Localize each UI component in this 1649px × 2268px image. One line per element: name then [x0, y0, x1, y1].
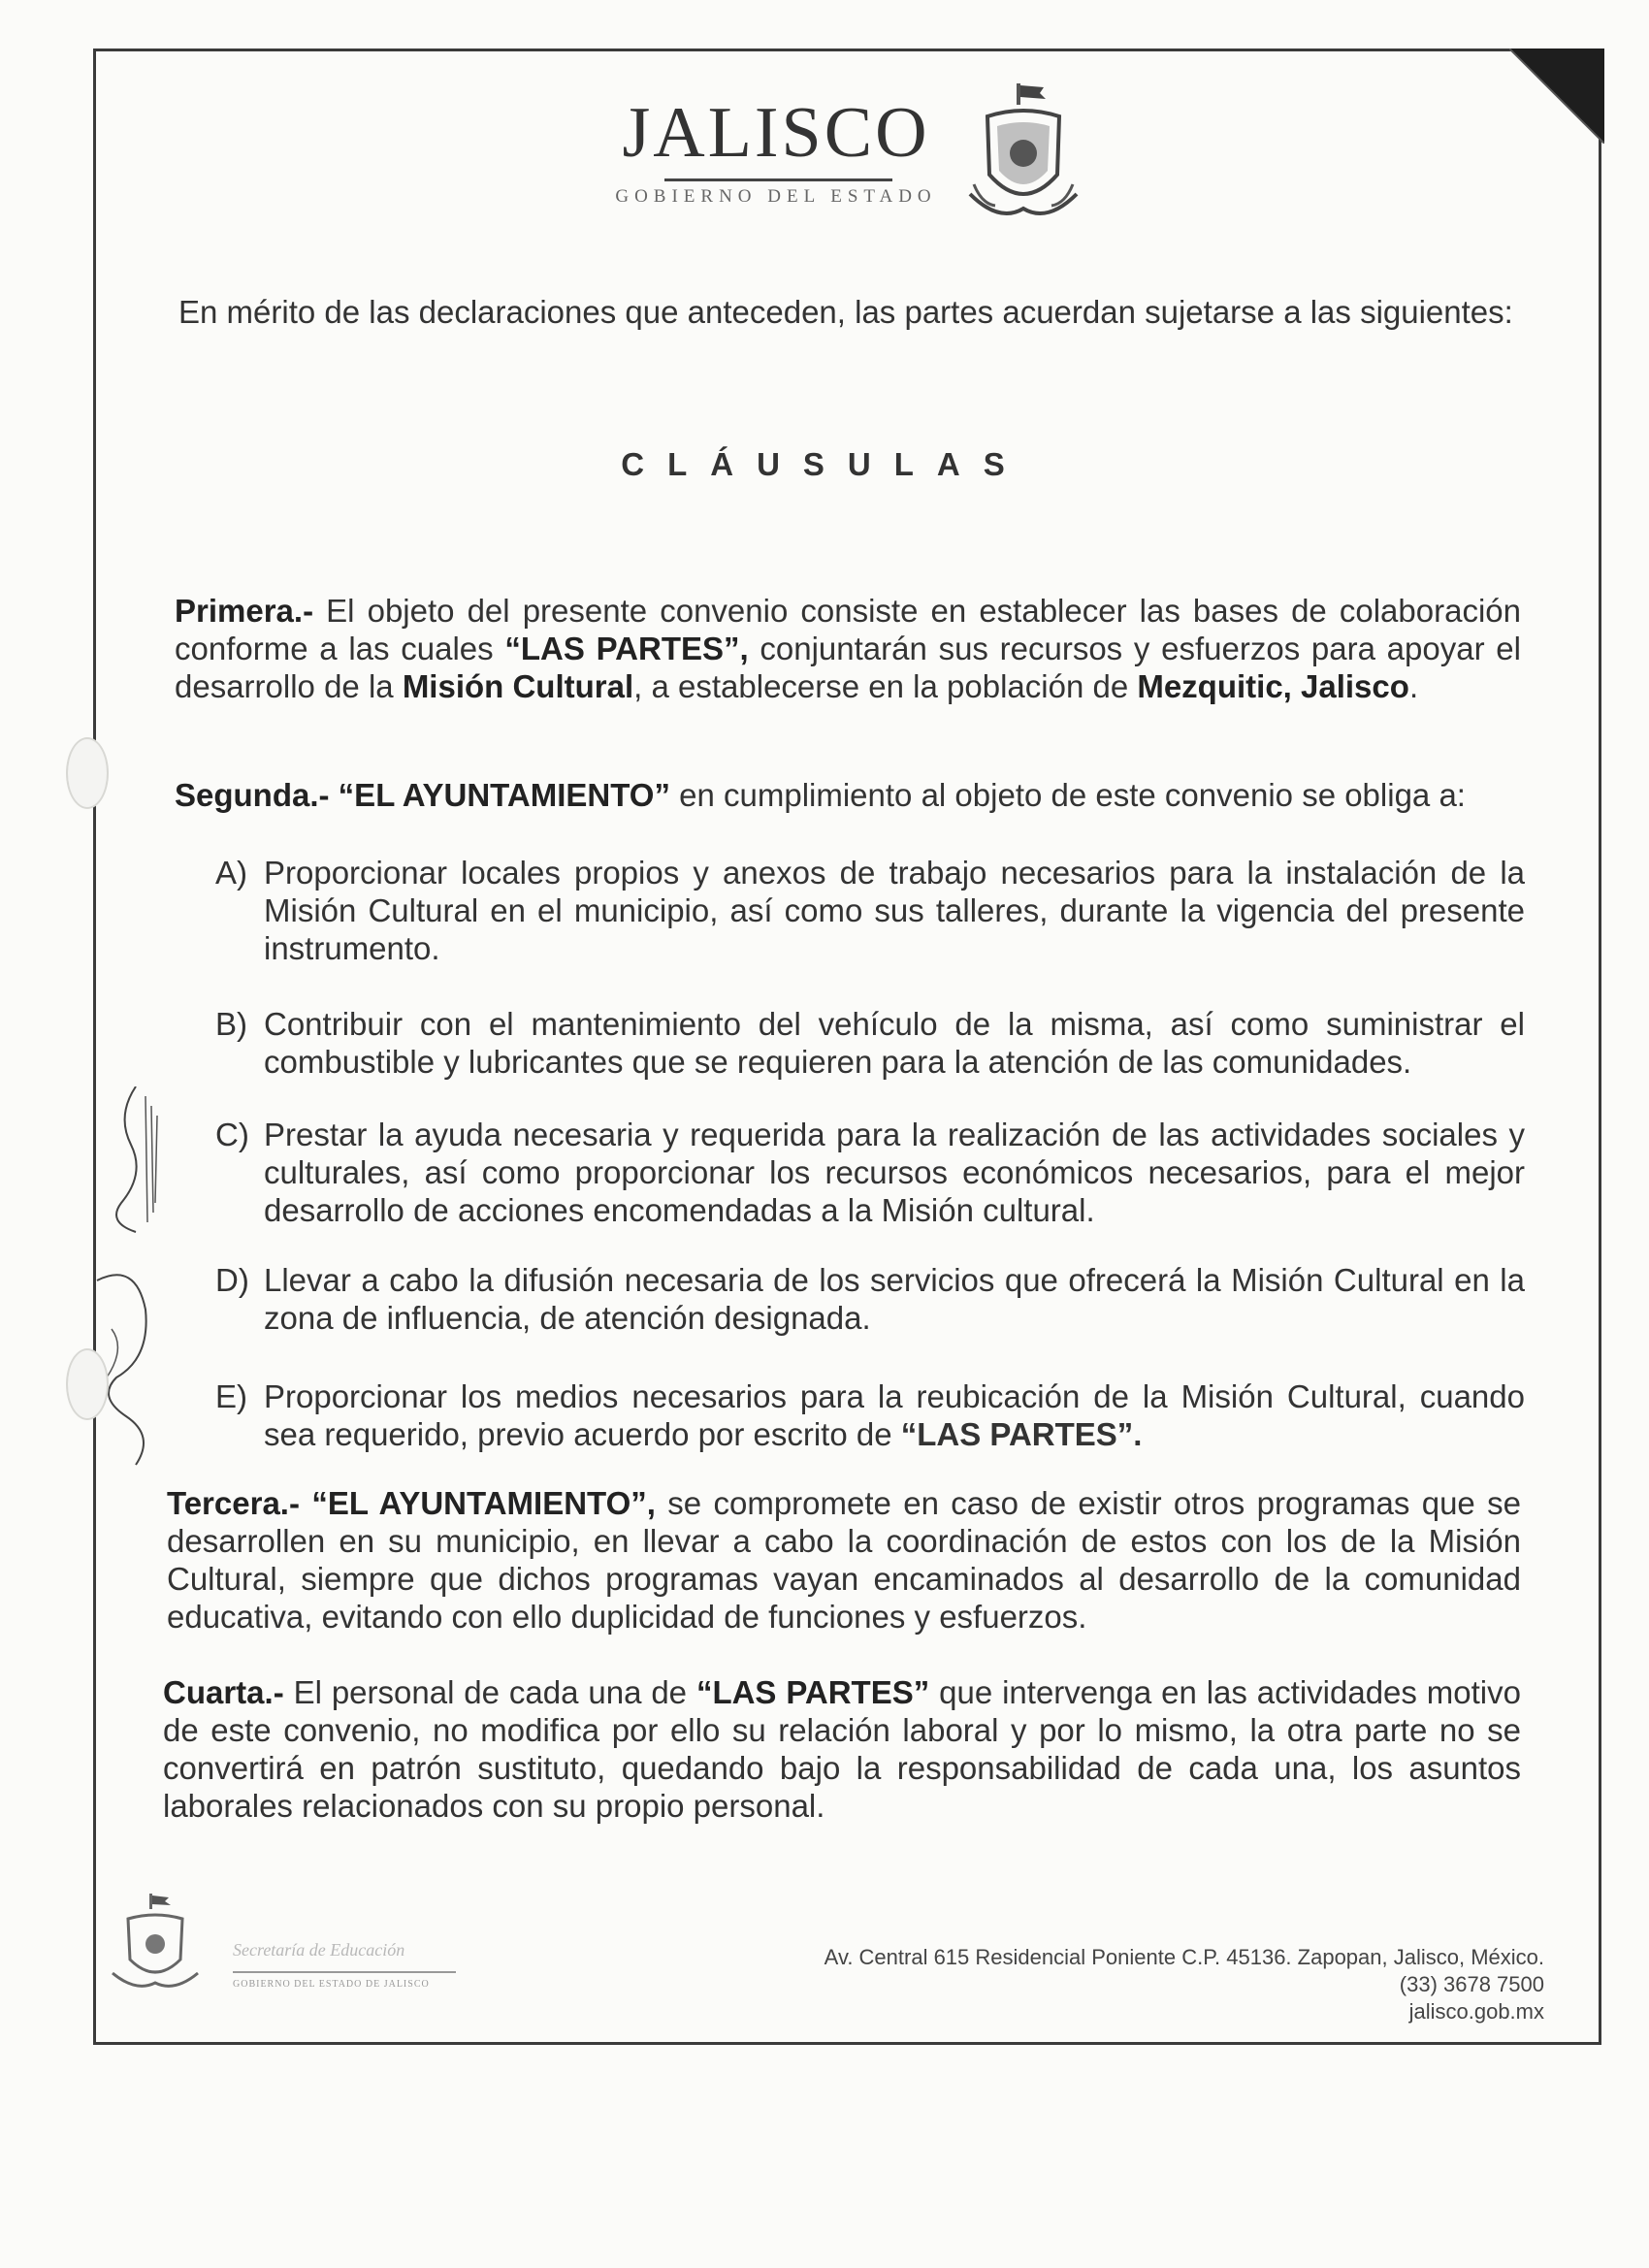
clause-text: .: [1408, 668, 1419, 704]
clause-text: , a establecerse en la población de: [633, 668, 1138, 704]
item-text: Llevar a cabo la difusión necesaria de los servicios que ofrecerá la Misión Cultural en la zona de influencia, de atención designada.: [264, 1262, 1525, 1336]
clause-label: Segunda.-: [175, 777, 330, 813]
footer-website: jalisco.gob.mx: [1408, 1999, 1544, 2024]
clause-cuarta: [163, 1673, 1521, 1825]
clause-emphasis: Mezquitic, Jalisco: [1137, 668, 1409, 704]
clause-emphasis: “EL AYUNTAMIENTO”,: [299, 1485, 656, 1521]
clause-emphasis: Misión Cultural: [402, 668, 634, 704]
clause-text: El personal de cada una de: [283, 1674, 696, 1710]
clause-text: se compromete en caso de existir otros programas que se desarrollen en su municipio, en llevar a cabo la coordinación de estos con los de la Misión Cultural, siempre que dichos programas vayan encaminados al desarrollo de la comunidad educativa, evitando con ello duplicidad de funciones y esfuerzos.: [167, 1485, 1521, 1635]
clause-label: Tercera.-: [167, 1485, 300, 1521]
list-item: [215, 1377, 1525, 1453]
item-letter: E): [215, 1378, 247, 1414]
list-item: [215, 1116, 1525, 1229]
item-text: Contribuir con el mantenimiento del vehículo de la misma, así como suministrar el combustible y lubricantes que se requieren para la atención de las comunidades.: [264, 1006, 1525, 1080]
punch-hole: [66, 737, 109, 809]
footer-secretaria: Secretaría de Educación: [233, 1940, 405, 1960]
item-letter: C): [215, 1117, 249, 1152]
list-item: [215, 1005, 1525, 1081]
clause-text: en cumplimiento al objeto de este convenio se obliga a:: [669, 777, 1466, 813]
jalisco-logo: [611, 93, 1096, 233]
coat-of-arms-icon: [960, 78, 1086, 233]
clause-text: conjuntarán sus recursos y esfuerzos para apoyar el desarrollo de la: [175, 631, 1521, 704]
logo-rule: [664, 178, 892, 181]
clause-emphasis: “LAS PARTES”,: [504, 631, 749, 666]
clause-text: que intervenga en las actividades motivo de este convenio, no modifica por ello su relación laboral y por lo mismo, la otra parte no se convertirá en patrón sustituto, quedando bajo la responsabilidad de cada una, los asuntos laborales relacionados con su propio personal.: [163, 1674, 1521, 1824]
item-letter: B): [215, 1006, 247, 1042]
item-text: Proporcionar locales propios y anexos de trabajo necesarios para la instalación de la Misión Cultural en el municipio, así como sus talleres, durante la vigencia del presente instrumento.: [264, 855, 1525, 966]
punch-hole: [66, 1348, 109, 1420]
footer-address: Av. Central 615 Residencial Poniente C.P. 45136. Zapopan, Jalisco, México.: [824, 1945, 1544, 1969]
logo-subtitle: GOBIERNO DEL ESTADO: [615, 186, 937, 207]
clause-primera: [175, 592, 1521, 705]
clause-tercera: [167, 1484, 1521, 1636]
list-item: [215, 854, 1525, 967]
item-text: Proporcionar los medios necesarios para la reubicación de la Misión Cultural, cuando sea requerido, previo acuerdo por escrito de: [264, 1378, 1525, 1452]
item-letter: A): [215, 855, 247, 891]
footer-phone: (33) 3678 7500: [1399, 1972, 1544, 1996]
item-letter: D): [215, 1262, 249, 1298]
clause-emphasis: “LAS PARTES”: [695, 1674, 930, 1710]
footer-gobierno: GOBIERNO DEL ESTADO DE JALISCO: [233, 1979, 430, 1990]
clause-segunda: [175, 776, 1521, 814]
section-title: CLÁUSULAS: [621, 446, 1028, 482]
item-text-wrapper: [264, 1377, 1525, 1453]
folded-corner: [1509, 49, 1604, 144]
item-text: Prestar la ayuda necesaria y requerida para la realización de las actividades sociales y culturales, así como proporcionar los recursos económicos necesarios, para el mejor desarrollo de acciones encomendadas a la Misión cultural.: [264, 1117, 1525, 1228]
intro-paragraph: En mérito de las declaraciones que anteceden, las partes acuerdan sujetarse a las siguientes:: [178, 294, 1513, 330]
list-item: [215, 1261, 1525, 1337]
logo-title: JALISCO: [622, 93, 930, 173]
item-emphasis: “LAS PARTES”.: [900, 1416, 1143, 1452]
clause-label: Primera.-: [175, 593, 314, 629]
clause-emphasis: “EL AYUNTAMIENTO”: [329, 777, 670, 813]
clause-text: El objeto del presente convenio consiste en establecer las bases de colaboración conforme a las cuales: [175, 593, 1521, 666]
footer-rule: [233, 1971, 456, 1973]
footer-seal-icon: [107, 1892, 204, 1998]
clause-label: Cuarta.-: [163, 1674, 284, 1710]
